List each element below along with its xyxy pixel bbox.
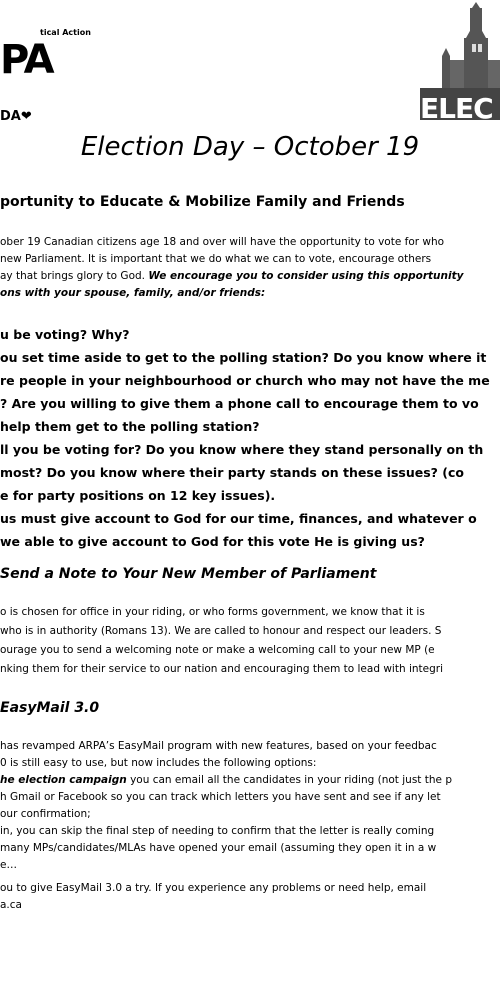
question-item: ? Are you willing to give them a phone call to encourage them to vo bbox=[0, 396, 479, 411]
section1-heading: portunity to Educate & Mobilize Family and Friends bbox=[0, 194, 405, 210]
page-title: Election Day – October 19 bbox=[80, 132, 420, 162]
question-item: most? Do you know where their party stands on these issues? (co bbox=[0, 465, 464, 480]
question-item: we able to give account to God for this vote He is giving us? bbox=[0, 534, 425, 549]
email-link[interactable]: a.ca bbox=[0, 899, 22, 911]
section3-text: h Gmail or Facebook so you can track which letters you have sent and see if any let bbox=[0, 791, 441, 803]
question-item: ou set time aside to get to the polling station? Do you know where it bbox=[0, 350, 487, 365]
question-item: u be voting? Why? bbox=[0, 327, 130, 342]
question-item: help them get to the polling station? bbox=[0, 419, 260, 434]
section2-text: nking them for their service to our nation and encouraging them to lead with integri bbox=[0, 663, 443, 675]
question-item: e for party positions on 12 key issues). bbox=[0, 488, 276, 503]
section3-text: 0 is still easy to use, but now includes the following options: bbox=[0, 757, 317, 769]
section3-text: in, you can skip the final step of needing to confirm that the letter is really coming bbox=[0, 825, 435, 837]
section3-text: ou to give EasyMail 3.0 a try. If you experience any problems or need help, email bbox=[0, 882, 427, 894]
election-logo bbox=[420, 0, 500, 125]
section1-text: ons with your spouse, family, and/or friends: bbox=[0, 287, 266, 299]
logo-tagline: tical Action bbox=[40, 28, 91, 37]
section1-text: ober 19 Canadian citizens age 18 and over will have the opportunity to vote for who bbox=[0, 236, 445, 248]
question-item: us must give account to God for our time, finances, and whatever o bbox=[0, 511, 477, 526]
section2-text: o is chosen for office in your riding, or who forms government, we know that it is bbox=[0, 606, 425, 618]
section2-text: who is in authority (Romans 13). We are called to honour and respect our leaders. S bbox=[0, 625, 442, 637]
section3-text: e… bbox=[0, 859, 17, 871]
section1-text: ay that brings glory to God. We encourage you to consider using this opportunity bbox=[0, 270, 464, 282]
logo-letters: PA bbox=[0, 37, 53, 83]
question-item: ll you be voting for? Do you know where they stand personally on th bbox=[0, 442, 484, 457]
arpa-logo bbox=[0, 28, 91, 124]
section3-text: many MPs/candidates/MLAs have opened your email (assuming they open it in a w bbox=[0, 842, 437, 854]
section3-text: has revamped ARPA’s EasyMail program with new features, based on your feedbac bbox=[0, 740, 437, 752]
section1-text: new Parliament. It is important that we do what we can to vote, encourage others bbox=[0, 253, 432, 265]
section2-text: ourage you to send a welcoming note or make a welcoming call to your new MP (e bbox=[0, 644, 435, 656]
logo-country: DA❤ bbox=[0, 109, 32, 124]
section2-heading: Send a Note to Your New Member of Parliament bbox=[0, 566, 377, 582]
section3-text: our confirmation; bbox=[0, 808, 91, 820]
question-item: re people in your neighbourhood or church who may not have the me bbox=[0, 373, 490, 388]
election-word: ELEC bbox=[420, 92, 493, 125]
section3-text: he election campaign you can email all the candidates in your riding (not just the p bbox=[0, 774, 452, 786]
section3-heading: EasyMail 3.0 bbox=[0, 700, 100, 716]
